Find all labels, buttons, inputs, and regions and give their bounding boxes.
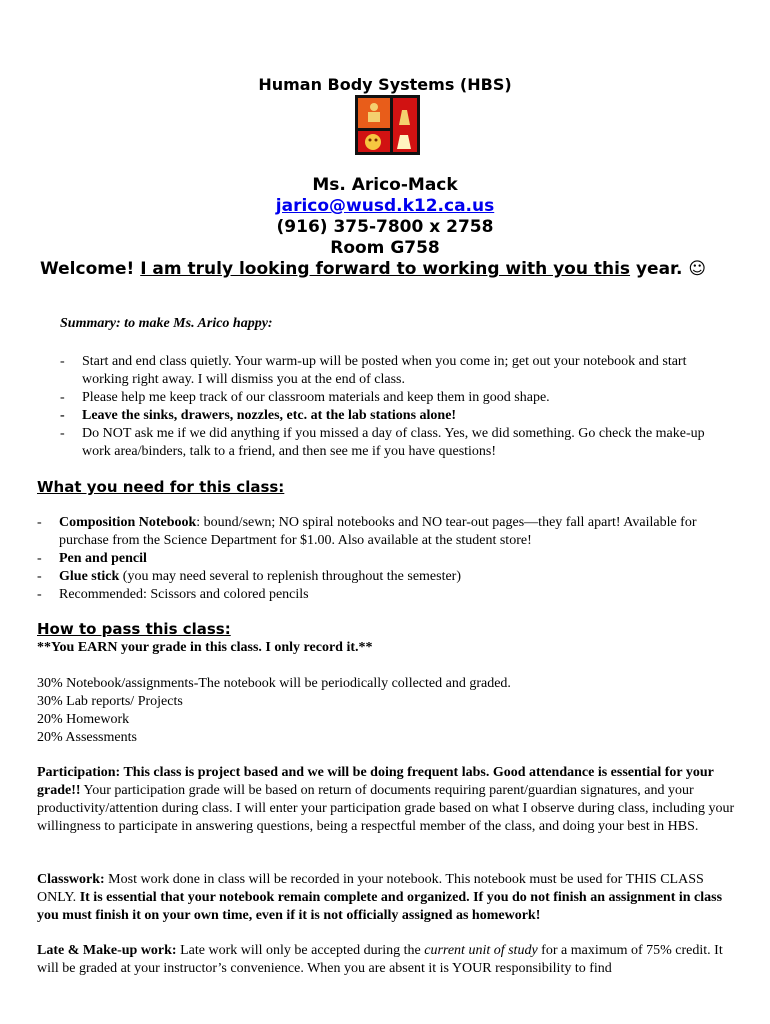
pass-heading: How to pass this class: xyxy=(37,620,231,638)
hbs-logo xyxy=(355,95,420,155)
list-item xyxy=(37,568,737,586)
teacher-email-line xyxy=(0,196,770,216)
room-number: Room G758 xyxy=(330,238,440,258)
welcome-suffix: year. ☺ xyxy=(630,259,707,279)
welcome-underlined: I am truly looking forward to working with you this xyxy=(140,259,631,279)
classwork-paragraph xyxy=(37,871,737,925)
classwork-bold: It is essential that your notebook remain complete and organized. If you do not finish an assignment in class you must finish it on your own time, even if it is not officially assigned as homework! xyxy=(37,890,723,923)
teacher-email-link[interactable]: jarico@wusd.k12.ca.us xyxy=(275,196,495,216)
grade-item: 30% Lab reports/ Projects xyxy=(37,694,183,709)
grade-item: 20% Assessments xyxy=(37,730,137,745)
grade-item: 30% Notebook/assignments-The notebook will be periodically collected and graded. xyxy=(37,676,511,691)
supply-detail: Recommended: Scissors and colored pencils xyxy=(59,587,309,602)
summary-heading: Summary: to make Ms. Arico happy: xyxy=(60,316,273,331)
welcome-line xyxy=(40,259,740,279)
participation-bold: Participation: This class is project based and we will be doing frequent labs. Good attendance is essential for your grade!! xyxy=(37,765,714,798)
summary-list xyxy=(60,353,720,461)
list-item: - Please help me keep track of our classroom materials and keep them in good shape. xyxy=(60,389,720,407)
list-item: - Start and end class quietly. Your warm-up will be posted when you come in; get out your notebook and start working right away. I will dismiss you at the end of class. xyxy=(60,353,720,389)
list-item xyxy=(37,586,737,604)
grade-item: 20% Homework xyxy=(37,712,130,727)
late-work-text-2: for a maximum of 75% credit. It will be graded at your instructor’s convenience. When you are absent it is YOUR responsibility to find xyxy=(37,943,723,976)
welcome-prefix: Welcome! xyxy=(40,259,141,279)
earn-grade-note: **You EARN your grade in this class. I only record it.** xyxy=(37,640,373,655)
supply-name: Composition Notebook xyxy=(59,515,197,530)
need-heading: What you need for this class: xyxy=(37,478,285,496)
late-work-paragraph xyxy=(37,942,737,978)
supply-detail: (you may need several to replenish throughout the semester) xyxy=(119,569,462,584)
participation-text: Your participation grade will be based on return of documents requiring parent/guardian signatures, and your productivity/attention during class. I will enter your participation grade based on what I observe during class, including your willingness to participate in answering questions, being a respectful member of the class, and doing your best in HBS. xyxy=(37,783,735,834)
list-item xyxy=(37,514,737,550)
list-item xyxy=(37,550,737,568)
late-work-text: Late work will only be accepted during the xyxy=(176,943,425,958)
late-work-label: Late & Make-up work: xyxy=(37,943,177,958)
teacher-name: Ms. Arico-Mack xyxy=(312,175,458,195)
classwork-label: Classwork: xyxy=(37,872,105,887)
list-item: - Leave the sinks, drawers, nozzles, etc. at the lab stations alone! xyxy=(60,407,720,425)
late-work-italic: current unit of study xyxy=(424,943,538,958)
supply-name: Pen and pencil xyxy=(59,551,147,566)
grade-breakdown xyxy=(37,675,737,747)
document-title: Human Body Systems (HBS) xyxy=(258,75,512,94)
supply-detail: : bound/sewn; NO spiral notebooks and NO tear-out pages—they fall apart! Available for purchase from the Science Department for $1.00. Also available at the student store! xyxy=(59,515,697,548)
supply-name: Glue stick xyxy=(59,569,120,584)
list-item: - Do NOT ask me if we did anything if you missed a day of class. Yes, we did something. Go check the make-up work area/binders, talk to a friend, and then see me if you have questions! xyxy=(60,425,720,461)
classwork-text: Most work done in class will be recorded in your notebook. This notebook must be used for THIS CLASS ONLY. xyxy=(37,872,704,905)
participation-paragraph xyxy=(37,764,737,836)
supplies-list xyxy=(37,514,737,604)
teacher-phone: (916) 375-7800 x 2758 xyxy=(276,217,494,237)
